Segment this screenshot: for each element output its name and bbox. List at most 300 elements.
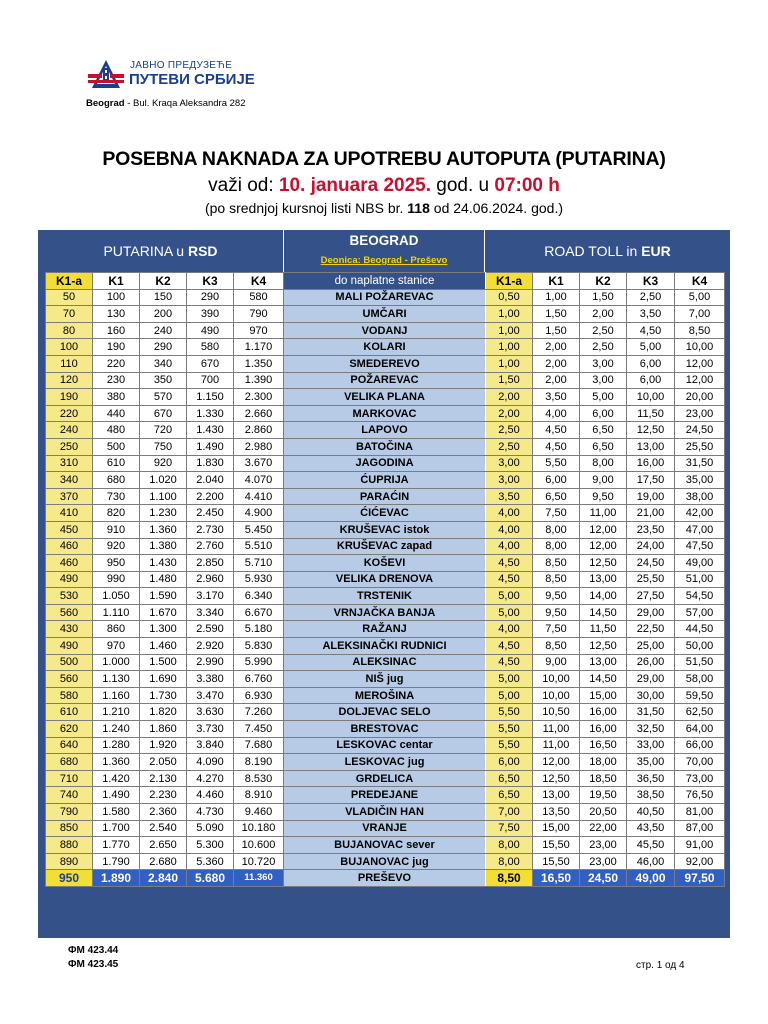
- rsd-cell: 920: [140, 455, 187, 472]
- eur-cell: 33,00: [627, 737, 675, 754]
- rsd-cell: 2.990: [187, 654, 234, 671]
- eur-cell: 11,00: [533, 721, 580, 738]
- rsd-cell: 4.730: [187, 804, 234, 821]
- rsd-cell: 8.190: [234, 754, 284, 771]
- eur-cell: 3,50: [627, 306, 675, 323]
- eur-cell: 81,00: [675, 804, 725, 821]
- rsd-cell: 490: [46, 638, 93, 655]
- rsd-cell: 740: [46, 787, 93, 804]
- station-name: GRDELICA: [284, 770, 486, 787]
- rsd-cell: 11.360: [234, 870, 284, 887]
- eur-cell: 18,50: [580, 770, 627, 787]
- rsd-cell: 570: [140, 389, 187, 406]
- rsd-cell: 5.930: [234, 571, 284, 588]
- rsd-cell: 3.170: [187, 588, 234, 605]
- eur-cell: 4,50: [533, 438, 580, 455]
- eur-cell: 4,50: [486, 638, 533, 655]
- rsd-cell: 880: [46, 837, 93, 854]
- table-row: [46, 654, 725, 671]
- table-row: [46, 355, 725, 372]
- rsd-cell: 1.460: [140, 638, 187, 655]
- eur-cell: 70,00: [675, 754, 725, 771]
- table-row: [46, 837, 725, 854]
- rsd-cell: 10.600: [234, 837, 284, 854]
- eur-cell: 92,00: [675, 853, 725, 870]
- eur-cell: 9,50: [580, 488, 627, 505]
- rsd-cell: 500: [93, 438, 140, 455]
- station-name: ĆIĆEVAC: [284, 505, 486, 522]
- eur-cell: 3,00: [486, 455, 533, 472]
- rsd-cell: 310: [46, 455, 93, 472]
- table-row: [46, 588, 725, 605]
- eur-cell: 8,50: [675, 322, 725, 339]
- rsd-cell: 1.100: [140, 488, 187, 505]
- rsd-cell: 1.480: [140, 571, 187, 588]
- eur-cell: 8,50: [533, 571, 580, 588]
- eur-cell: 3,00: [486, 472, 533, 489]
- rsd-cell: 410: [46, 505, 93, 522]
- rsd-cell: 5.830: [234, 638, 284, 655]
- rsd-cell: 1.130: [93, 671, 140, 688]
- eur-cell: 5,00: [486, 671, 533, 688]
- eur-cell: 43,50: [627, 820, 675, 837]
- rsd-cell: 430: [46, 621, 93, 638]
- eur-cell: 22,00: [580, 820, 627, 837]
- rsd-cell: 530: [46, 588, 93, 605]
- column-header: K2: [580, 273, 627, 290]
- eur-cell: 73,00: [675, 770, 725, 787]
- column-header: K1-a: [486, 273, 533, 290]
- rsd-cell: 220: [93, 355, 140, 372]
- eur-cell: 2,00: [486, 389, 533, 406]
- eur-cell: 6,00: [486, 754, 533, 771]
- eur-cell: 4,50: [486, 555, 533, 572]
- address-city: Beograd: [86, 98, 125, 109]
- rsd-cell: 2.730: [187, 521, 234, 538]
- eur-cell: 4,50: [533, 422, 580, 439]
- eur-cell: 51,00: [675, 571, 725, 588]
- eur-cell: 5,50: [486, 704, 533, 721]
- eur-cell: 24,00: [627, 538, 675, 555]
- rsd-cell: 5.180: [234, 621, 284, 638]
- eur-cell: 57,00: [675, 604, 725, 621]
- eur-cell: 1,00: [486, 355, 533, 372]
- station-name: BUJANOVAC jug: [284, 853, 486, 870]
- eur-cell: 15,50: [533, 853, 580, 870]
- rsd-cell: 390: [187, 306, 234, 323]
- table-row: [46, 853, 725, 870]
- eur-cell: 1,50: [486, 372, 533, 389]
- station-name: NIŠ jug: [284, 671, 486, 688]
- rsd-cell: 3.840: [187, 737, 234, 754]
- rsd-cell: 920: [93, 538, 140, 555]
- eur-cell: 6,00: [533, 472, 580, 489]
- rsd-cell: 610: [46, 704, 93, 721]
- rsd-cell: 5.450: [234, 521, 284, 538]
- station-name: ĆUPRIJA: [284, 472, 486, 489]
- eur-cell: 2,00: [486, 405, 533, 422]
- rsd-cell: 250: [46, 438, 93, 455]
- toll-table-frame: [38, 230, 730, 938]
- rsd-cell: 2.130: [140, 770, 187, 787]
- org-name-line1: ЈАВНО ПРЕДУЗЕЋЕ: [130, 60, 233, 71]
- eur-cell: 5,00: [486, 588, 533, 605]
- eur-cell: 29,00: [627, 671, 675, 688]
- rsd-cell: 700: [187, 372, 234, 389]
- rsd-cell: 4.090: [187, 754, 234, 771]
- eur-cell: 12,00: [580, 521, 627, 538]
- eur-cell: 35,00: [675, 472, 725, 489]
- rsd-cell: 4.070: [234, 472, 284, 489]
- eur-cell: 4,00: [486, 505, 533, 522]
- table-row: [46, 671, 725, 688]
- column-header: K2: [140, 273, 187, 290]
- table-row: [46, 804, 725, 821]
- station-name: VRANJE: [284, 820, 486, 837]
- eur-cell: 12,00: [580, 538, 627, 555]
- rsd-cell: 3.670: [234, 455, 284, 472]
- rsd-cell: 1.330: [187, 405, 234, 422]
- eur-cell: 5,50: [486, 721, 533, 738]
- eur-cell: 6,00: [627, 372, 675, 389]
- eur-cell: 3,50: [486, 488, 533, 505]
- station-name: ALEKSINAČKI RUDNICI: [284, 638, 486, 655]
- eur-cell: 1,00: [533, 289, 580, 306]
- rsd-cell: 5.360: [187, 853, 234, 870]
- eur-cell: 1,50: [533, 322, 580, 339]
- rsd-cell: 2.850: [187, 555, 234, 572]
- eur-cell: 8,00: [533, 538, 580, 555]
- eur-cell: 4,50: [627, 322, 675, 339]
- rsd-cell: 7.450: [234, 721, 284, 738]
- eur-cell: 17,50: [627, 472, 675, 489]
- rsd-cell: 3.380: [187, 671, 234, 688]
- rsd-cell: 1.590: [140, 588, 187, 605]
- eur-cell: 13,50: [533, 804, 580, 821]
- rsd-cell: 1.420: [93, 770, 140, 787]
- eur-cell: 14,50: [580, 604, 627, 621]
- eur-cell: 42,00: [675, 505, 725, 522]
- eur-cell: 5,00: [580, 389, 627, 406]
- eur-cell: 16,00: [627, 455, 675, 472]
- rsd-cell: 1.300: [140, 621, 187, 638]
- rsd-cell: 1.830: [187, 455, 234, 472]
- eur-cell: 5,00: [627, 339, 675, 356]
- table-row: [46, 455, 725, 472]
- rsd-cell: 580: [187, 339, 234, 356]
- eur-cell: 20,00: [675, 389, 725, 406]
- rsd-cell: 1.490: [93, 787, 140, 804]
- station-name: PARAĆIN: [284, 488, 486, 505]
- station-name: BRESTOVAC: [284, 721, 486, 738]
- rsd-cell: 4.270: [187, 770, 234, 787]
- eur-cell: 49,00: [675, 555, 725, 572]
- origin-title: BEOGRAD: [349, 233, 419, 248]
- eur-cell: 7,50: [533, 621, 580, 638]
- eur-cell: 6,00: [580, 405, 627, 422]
- rsd-cell: 6.930: [234, 687, 284, 704]
- table-row: [46, 687, 725, 704]
- table-row: [46, 638, 725, 655]
- table-row: [46, 438, 725, 455]
- eur-cell: 10,50: [533, 704, 580, 721]
- eur-cell: 35,00: [627, 754, 675, 771]
- table-row: [46, 787, 725, 804]
- rsd-cell: 2.660: [234, 405, 284, 422]
- eur-cell: 2,00: [533, 372, 580, 389]
- table-row: [46, 389, 725, 406]
- eur-cell: 15,50: [533, 837, 580, 854]
- eur-cell: 8,00: [580, 455, 627, 472]
- rsd-cell: 290: [187, 289, 234, 306]
- rsd-cell: 970: [234, 322, 284, 339]
- eur-cell: 18,00: [580, 754, 627, 771]
- eur-cell: 38,00: [675, 488, 725, 505]
- rsd-cell: 460: [46, 555, 93, 572]
- rsd-cell: 560: [46, 671, 93, 688]
- rsd-cell: 680: [93, 472, 140, 489]
- eur-cell: 7,50: [486, 820, 533, 837]
- eur-cell: 31,50: [675, 455, 725, 472]
- eur-cell: 9,50: [533, 588, 580, 605]
- eur-cell: 9,50: [533, 604, 580, 621]
- rsd-cell: 5.510: [234, 538, 284, 555]
- eur-cell: 1,00: [486, 339, 533, 356]
- eur-cell: 38,50: [627, 787, 675, 804]
- rsd-cell: 480: [93, 422, 140, 439]
- eur-cell: 3,50: [533, 389, 580, 406]
- eur-cell: 6,50: [580, 438, 627, 455]
- station-name: MALI POŽAREVAC: [284, 289, 486, 306]
- eur-cell: 10,00: [533, 671, 580, 688]
- eur-cell: 5,00: [675, 289, 725, 306]
- validity-date: 10. januara 2025.: [278, 175, 431, 196]
- rsd-cell: 2.360: [140, 804, 187, 821]
- eur-cell: 76,50: [675, 787, 725, 804]
- eur-header: [485, 230, 730, 272]
- rsd-cell: 1.670: [140, 604, 187, 621]
- eur-cell: 27,50: [627, 588, 675, 605]
- rsd-cell: 970: [93, 638, 140, 655]
- station-name: VELIKA PLANA: [284, 389, 486, 406]
- eur-cell: 1,00: [486, 322, 533, 339]
- rsd-cell: 2.050: [140, 754, 187, 771]
- rsd-cell: 9.460: [234, 804, 284, 821]
- rsd-cell: 950: [46, 870, 93, 887]
- eur-cell: 7,00: [486, 804, 533, 821]
- rsd-cell: 1.500: [140, 654, 187, 671]
- eur-cell: 36,50: [627, 770, 675, 787]
- eur-cell: 50,00: [675, 638, 725, 655]
- rsd-cell: 2.980: [234, 438, 284, 455]
- eur-cell: 8,50: [486, 870, 533, 887]
- rsd-cell: 5.990: [234, 654, 284, 671]
- eur-cell: 2,00: [533, 355, 580, 372]
- eur-cell: 23,50: [627, 521, 675, 538]
- rsd-cell: 910: [93, 521, 140, 538]
- rsd-cell: 1.360: [140, 521, 187, 538]
- eur-cell: 15,00: [580, 687, 627, 704]
- station-name: JAGODINA: [284, 455, 486, 472]
- station-name: KRUŠEVAC zapad: [284, 538, 486, 555]
- eur-cell: 23,00: [675, 405, 725, 422]
- eur-cell: 58,00: [675, 671, 725, 688]
- rsd-cell: 8.910: [234, 787, 284, 804]
- eur-cell: 2,50: [580, 322, 627, 339]
- rsd-cell: 130: [93, 306, 140, 323]
- column-header-row: [46, 273, 725, 290]
- rate-number: 118: [407, 200, 430, 216]
- station-name: KOLARI: [284, 339, 486, 356]
- rsd-cell: 80: [46, 322, 93, 339]
- eur-cell: 91,00: [675, 837, 725, 854]
- rsd-cell: 4.900: [234, 505, 284, 522]
- rsd-cell: 1.280: [93, 737, 140, 754]
- table-row: [46, 571, 725, 588]
- rsd-cell: 340: [46, 472, 93, 489]
- rsd-cell: 2.960: [187, 571, 234, 588]
- rsd-cell: 1.380: [140, 538, 187, 555]
- eur-cell: 22,50: [627, 621, 675, 638]
- rsd-cell: 560: [46, 604, 93, 621]
- eur-cell: 30,00: [627, 687, 675, 704]
- eur-cell: 44,50: [675, 621, 725, 638]
- road-logo-icon: [86, 58, 126, 94]
- station-column-header: do naplatne stanice: [284, 273, 486, 290]
- column-header: K1-a: [46, 273, 93, 290]
- rsd-cell: 990: [93, 571, 140, 588]
- form-code: ФМ 423.45: [68, 959, 119, 970]
- station-name: PREŠEVO: [284, 870, 486, 887]
- eur-cell: 9,00: [580, 472, 627, 489]
- eur-cell: 54,50: [675, 588, 725, 605]
- rsd-cell: 1.430: [187, 422, 234, 439]
- rsd-cell: 160: [93, 322, 140, 339]
- table-row: [46, 538, 725, 555]
- rsd-cell: 100: [93, 289, 140, 306]
- rsd-cell: 70: [46, 306, 93, 323]
- station-name: RAŽANJ: [284, 621, 486, 638]
- form-codes: [68, 944, 118, 972]
- rsd-cell: 2.840: [140, 870, 187, 887]
- column-header: K1: [533, 273, 580, 290]
- eur-cell: 1,50: [533, 306, 580, 323]
- eur-cell: 7,50: [533, 505, 580, 522]
- eur-cell: 7,00: [675, 306, 725, 323]
- station-name: TRSTENIK: [284, 588, 486, 605]
- eur-cell: 13,00: [580, 654, 627, 671]
- rsd-cell: 1.000: [93, 654, 140, 671]
- rsd-cell: 50: [46, 289, 93, 306]
- rsd-cell: 720: [140, 422, 187, 439]
- eur-cell: 15,00: [533, 820, 580, 837]
- station-name: POŽAREVAC: [284, 372, 486, 389]
- station-name: LESKOVAC centar: [284, 737, 486, 754]
- rsd-cell: 820: [93, 505, 140, 522]
- eur-cell: 8,00: [486, 837, 533, 854]
- eur-cell: 11,00: [580, 505, 627, 522]
- eur-cell: 14,50: [580, 671, 627, 688]
- column-header: K4: [234, 273, 284, 290]
- station-name: VLADIČIN HAN: [284, 804, 486, 821]
- section-link[interactable]: Deonica: Beograd - Preševo: [320, 255, 448, 266]
- rsd-cell: 5.680: [187, 870, 234, 887]
- eur-cell: 4,00: [486, 621, 533, 638]
- eur-cell: 19,00: [627, 488, 675, 505]
- validity-middle: god. u: [431, 175, 495, 196]
- validity-prefix: važi od:: [208, 175, 279, 196]
- eur-cell: 5,00: [486, 604, 533, 621]
- eur-cell: 12,00: [675, 355, 725, 372]
- eur-cell: 9,00: [533, 654, 580, 671]
- station-name: SMEDEREVO: [284, 355, 486, 372]
- eur-cell: 59,50: [675, 687, 725, 704]
- rsd-cell: 340: [140, 355, 187, 372]
- eur-cell: 66,00: [675, 737, 725, 754]
- rsd-cell: 1.050: [93, 588, 140, 605]
- eur-cell: 49,00: [627, 870, 675, 887]
- eur-cell: 47,50: [675, 538, 725, 555]
- table-row: [46, 488, 725, 505]
- eur-cell: 87,00: [675, 820, 725, 837]
- eur-cell: 26,00: [627, 654, 675, 671]
- eur-cell: 2,50: [580, 339, 627, 356]
- rsd-cell: 1.170: [234, 339, 284, 356]
- rsd-cell: 2.590: [187, 621, 234, 638]
- table-row: [46, 770, 725, 787]
- eur-cell: 6,50: [533, 488, 580, 505]
- eur-cell: 97,50: [675, 870, 725, 887]
- column-header: K1: [93, 273, 140, 290]
- rsd-cell: 1.820: [140, 704, 187, 721]
- validity-time: 07:00 h: [494, 175, 560, 196]
- eur-cell: 23,00: [580, 837, 627, 854]
- eur-cell: 2,50: [486, 422, 533, 439]
- rsd-cell: 1.240: [93, 721, 140, 738]
- rsd-cell: 460: [46, 538, 93, 555]
- rsd-cell: 1.350: [234, 355, 284, 372]
- eur-cell: 12,50: [533, 770, 580, 787]
- eur-cell: 21,00: [627, 505, 675, 522]
- rsd-cell: 1.020: [140, 472, 187, 489]
- rsd-cell: 1.690: [140, 671, 187, 688]
- rsd-cell: 580: [46, 687, 93, 704]
- rsd-cell: 380: [93, 389, 140, 406]
- eur-cell: 0,50: [486, 289, 533, 306]
- rsd-cell: 2.300: [234, 389, 284, 406]
- header-text: ROAD TOLL in: [544, 243, 642, 259]
- rsd-cell: 1.580: [93, 804, 140, 821]
- rsd-cell: 1.860: [140, 721, 187, 738]
- eur-cell: 11,50: [627, 405, 675, 422]
- eur-cell: 4,50: [486, 571, 533, 588]
- eur-cell: 46,00: [627, 853, 675, 870]
- rsd-cell: 7.680: [234, 737, 284, 754]
- rsd-cell: 4.410: [234, 488, 284, 505]
- eur-cell: 25,50: [627, 571, 675, 588]
- rsd-cell: 2.040: [187, 472, 234, 489]
- rsd-cell: 1.730: [140, 687, 187, 704]
- eur-cell: 12,50: [580, 638, 627, 655]
- eur-cell: 4,00: [533, 405, 580, 422]
- table-row: [46, 621, 725, 638]
- rsd-cell: 1.230: [140, 505, 187, 522]
- eur-cell: 51,50: [675, 654, 725, 671]
- eur-cell: 1,50: [580, 289, 627, 306]
- rsd-cell: 4.460: [187, 787, 234, 804]
- company-address: [86, 98, 245, 109]
- eur-cell: 13,00: [533, 787, 580, 804]
